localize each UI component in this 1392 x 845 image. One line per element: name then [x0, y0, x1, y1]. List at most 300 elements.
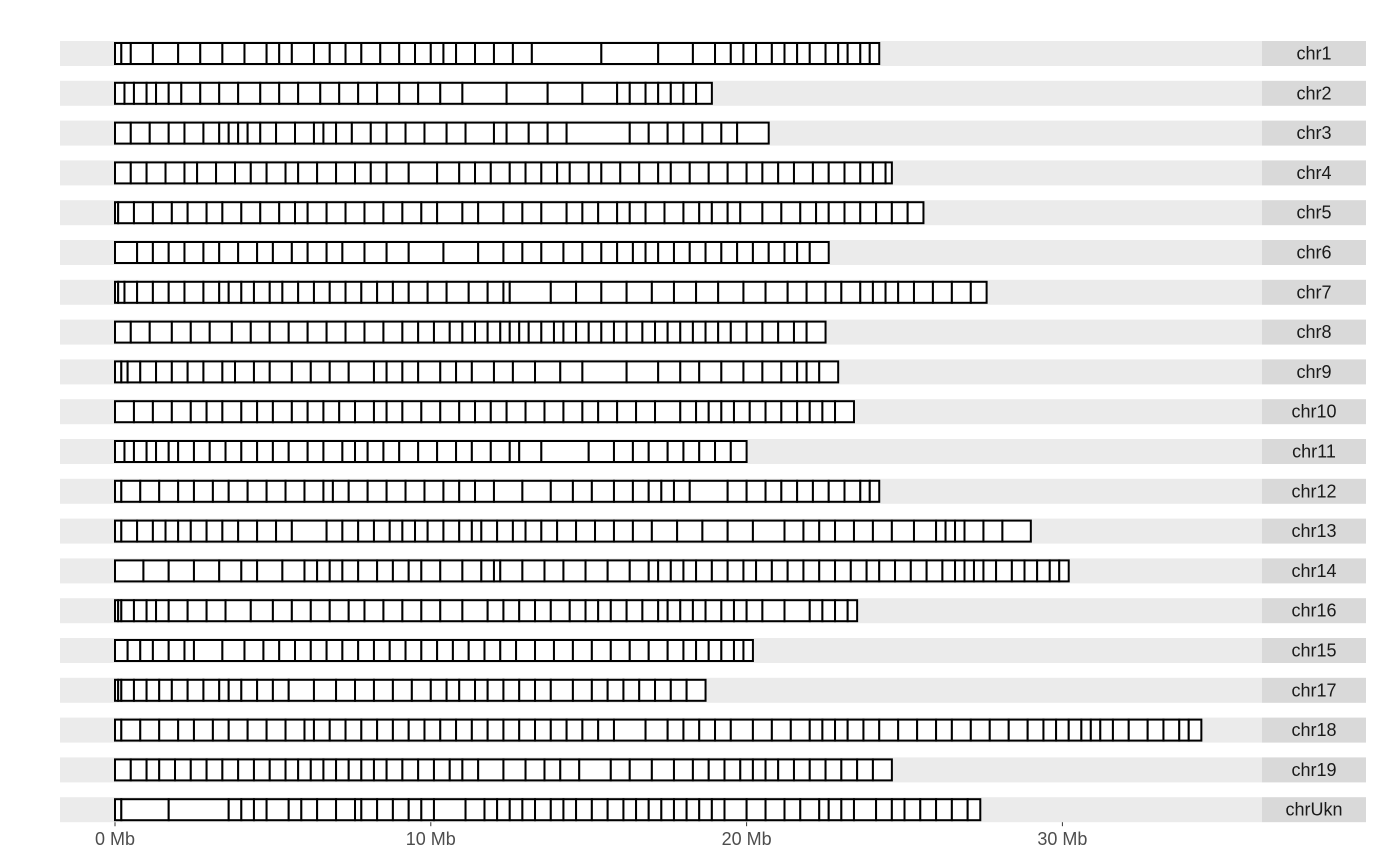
contig-segment [279, 640, 295, 661]
contig-segment [292, 600, 311, 621]
contig-segment [203, 242, 219, 263]
contig-segment [390, 521, 403, 542]
contig-segment [721, 242, 737, 263]
contig-segment [222, 361, 235, 382]
contig-segment [134, 441, 147, 462]
contig-segment [642, 600, 658, 621]
contig-segment [747, 600, 763, 621]
contig-segment [203, 123, 219, 144]
contig-segment [172, 202, 188, 223]
contig-segment [494, 43, 513, 64]
contig-segment [582, 202, 598, 223]
contig-segment [188, 202, 207, 223]
contig-segment [169, 640, 185, 661]
strip-label: chr4 [1296, 162, 1332, 183]
contig-segment [756, 43, 772, 64]
contig-segment [942, 560, 955, 581]
contig-segment [304, 720, 313, 741]
contig-segment [753, 242, 769, 263]
contig-segment [263, 640, 279, 661]
contig-segment [355, 441, 368, 462]
contig-segment [728, 162, 747, 183]
contig-segment [630, 202, 646, 223]
contig-segment [879, 560, 895, 581]
contig-segment [181, 83, 200, 104]
contig-segment [810, 759, 826, 780]
contig-segment [589, 322, 602, 343]
contig-segment [346, 282, 362, 303]
contig-segment [544, 759, 560, 780]
contig-segment [121, 600, 134, 621]
contig-segment [402, 521, 415, 542]
contig-segment [472, 361, 494, 382]
contig-segment [406, 640, 422, 661]
contig-segment [835, 560, 851, 581]
contig-segment [273, 441, 289, 462]
contig-segment [406, 481, 425, 502]
contig-segment [377, 83, 399, 104]
contig-segment [503, 759, 525, 780]
contig-segment [541, 521, 557, 542]
contig-segment [273, 600, 292, 621]
strip-label: chr19 [1291, 759, 1337, 780]
contig-segment [273, 242, 292, 263]
contig-segment [364, 600, 383, 621]
contig-segment [747, 481, 766, 502]
contig-segment [317, 162, 336, 183]
contig-segment [402, 401, 421, 422]
contig-segment [453, 640, 469, 661]
contig-segment [488, 680, 504, 701]
contig-segment [330, 282, 346, 303]
contig-segment [418, 759, 434, 780]
contig-segment [750, 401, 766, 422]
contig-segment [920, 799, 936, 820]
contig-segment [361, 282, 377, 303]
contig-segment [860, 202, 876, 223]
contig-segment [383, 600, 402, 621]
contig-segment [709, 401, 722, 422]
contig-segment [743, 640, 752, 661]
contig-segment [551, 282, 576, 303]
contig-segment [140, 481, 159, 502]
contig-segment [743, 282, 765, 303]
contig-segment [905, 799, 921, 820]
contig-segment [652, 759, 674, 780]
chromosome-row-chr19 [60, 757, 1366, 782]
contig-segment [709, 162, 728, 183]
contig-segment [876, 202, 892, 223]
contig-segment [349, 361, 374, 382]
contig-segment [699, 202, 712, 223]
contig-segment [649, 799, 662, 820]
contig-segment [557, 162, 570, 183]
contig-segment [990, 720, 1009, 741]
contig-segment [339, 401, 355, 422]
contig-segment [257, 560, 282, 581]
contig-segment [1025, 560, 1038, 581]
contig-segment [589, 162, 602, 183]
contig-segment [304, 481, 323, 502]
contig-segment [364, 322, 383, 343]
contig-segment [1179, 720, 1188, 741]
strip-label: chr14 [1291, 560, 1337, 581]
contig-segment [788, 282, 807, 303]
contig-segment [327, 242, 343, 263]
contig-segment [683, 640, 696, 661]
contig-segment [797, 481, 813, 502]
contig-segment [197, 162, 216, 183]
contig-segment [721, 640, 734, 661]
contig-segment [304, 560, 317, 581]
contig-segment [709, 759, 725, 780]
contig-segment [952, 282, 971, 303]
contig-segment [364, 202, 383, 223]
contig-segment [803, 521, 819, 542]
contig-segment [737, 123, 769, 144]
contig-segment [402, 361, 418, 382]
contig-segment [210, 441, 226, 462]
contig-segment [1028, 720, 1044, 741]
contig-segment [579, 759, 611, 780]
contig-segment [434, 322, 450, 343]
contig-segment [289, 799, 302, 820]
contig-segment [330, 600, 349, 621]
contig-segment [848, 43, 861, 64]
contig-segment [431, 43, 444, 64]
contig-segment [462, 560, 481, 581]
contig-segment [608, 799, 624, 820]
x-tick-label: 10 Mb [405, 829, 456, 845]
contig-segment [169, 242, 185, 263]
contig-segment [608, 680, 624, 701]
chromosome-row-chr10 [60, 399, 1366, 424]
contig-segment [456, 43, 475, 64]
contig-segment [314, 720, 330, 741]
contig-segment [573, 640, 592, 661]
contig-segment [140, 361, 156, 382]
contig-segment [510, 799, 523, 820]
contig-segment [860, 481, 869, 502]
contig-segment [361, 759, 374, 780]
contig-segment [702, 123, 721, 144]
contig-segment [447, 282, 469, 303]
contig-segment [194, 640, 222, 661]
contig-segment [276, 521, 292, 542]
contig-segment [639, 162, 658, 183]
contig-segment [121, 481, 140, 502]
contig-segment [983, 521, 1002, 542]
contig-segment [573, 680, 592, 701]
contig-segment [683, 123, 702, 144]
contig-segment [503, 600, 519, 621]
contig-segment [917, 720, 936, 741]
contig-segment [819, 361, 838, 382]
contig-segment [131, 322, 150, 343]
contig-segment [115, 83, 124, 104]
contig-segment [892, 799, 905, 820]
contig-segment [131, 162, 147, 183]
strip-label: chr18 [1291, 720, 1337, 741]
contig-segment [478, 759, 503, 780]
contig-segment [172, 361, 188, 382]
contig-segment [532, 43, 601, 64]
contig-segment [671, 680, 687, 701]
contig-segment [611, 759, 630, 780]
contig-segment [829, 799, 842, 820]
contig-segment [387, 123, 406, 144]
contig-segment [292, 521, 327, 542]
contig-segment [826, 759, 842, 780]
contig-segment [683, 83, 696, 104]
contig-segment [803, 560, 819, 581]
contig-segment [829, 202, 845, 223]
contig-segment [778, 162, 794, 183]
contig-segment [627, 600, 643, 621]
contig-segment [418, 361, 440, 382]
contig-segment [671, 162, 690, 183]
contig-segment [734, 600, 747, 621]
contig-segment [503, 242, 522, 263]
strip-label: chr11 [1292, 441, 1336, 462]
contig-segment [747, 799, 766, 820]
contig-segment [696, 83, 712, 104]
contig-segment [134, 83, 147, 104]
contig-segment [115, 759, 131, 780]
contig-segment [450, 759, 463, 780]
contig-segment [289, 680, 314, 701]
contig-segment [361, 43, 380, 64]
contig-segment [677, 521, 702, 542]
contig-segment [519, 322, 528, 343]
contig-segment [658, 162, 671, 183]
contig-segment [687, 799, 700, 820]
contig-segment [680, 600, 693, 621]
contig-segment [131, 759, 147, 780]
chromosome-row-chr7 [60, 280, 1366, 305]
contig-segment [712, 560, 728, 581]
contig-segment [226, 441, 242, 462]
contig-segment [781, 401, 797, 422]
contig-segment [317, 799, 336, 820]
contig-segment [658, 600, 667, 621]
contig-segment [115, 242, 137, 263]
contig-segment [1189, 720, 1202, 741]
contig-segment [630, 123, 649, 144]
contig-segment [690, 481, 728, 502]
contig-segment [762, 322, 778, 343]
contig-segment [699, 720, 715, 741]
contig-segment [781, 202, 800, 223]
contig-segment [184, 123, 203, 144]
contig-segment [368, 481, 387, 502]
contig-segment [128, 361, 141, 382]
contig-segment [541, 441, 588, 462]
contig-segment [516, 640, 535, 661]
contig-segment [617, 242, 633, 263]
contig-segment [838, 43, 847, 64]
contig-segment [327, 202, 346, 223]
contig-segment [598, 720, 614, 741]
contig-segment [358, 83, 377, 104]
contig-segment [766, 481, 782, 502]
contig-segment [210, 322, 232, 343]
contig-segment [491, 441, 510, 462]
contig-segment [614, 441, 633, 462]
contig-segment [582, 242, 601, 263]
contig-segment [390, 640, 406, 661]
contig-segment [200, 83, 219, 104]
contig-segment [535, 720, 551, 741]
contig-segment [563, 799, 576, 820]
contig-segment [169, 799, 229, 820]
contig-segment [668, 322, 681, 343]
contig-segment [952, 799, 968, 820]
contig-segment [762, 361, 781, 382]
contig-segment [683, 560, 696, 581]
contig-segment [447, 123, 466, 144]
contig-segment [137, 521, 153, 542]
contig-segment [870, 481, 879, 502]
contig-segment [229, 481, 248, 502]
contig-segment [450, 322, 463, 343]
contig-segment [822, 600, 835, 621]
contig-segment [642, 322, 655, 343]
contig-segment [150, 322, 172, 343]
contig-segment [623, 680, 639, 701]
strip-label: chr10 [1291, 401, 1337, 422]
contig-segment [1100, 720, 1113, 741]
contig-segment [522, 202, 541, 223]
contig-segment [286, 162, 299, 183]
contig-segment [835, 600, 848, 621]
contig-segment [601, 322, 614, 343]
contig-segment [668, 441, 684, 462]
contig-segment [488, 322, 501, 343]
strip-label: chr3 [1296, 123, 1332, 144]
contig-segment [816, 202, 829, 223]
contig-segment [728, 521, 753, 542]
contig-segment [219, 282, 228, 303]
contig-segment [927, 560, 943, 581]
contig-segment [680, 322, 693, 343]
chromosome-row-chr16 [60, 598, 1366, 623]
contig-segment [617, 202, 630, 223]
contig-segment [766, 799, 785, 820]
contig-segment [548, 123, 567, 144]
contig-segment [415, 43, 431, 64]
contig-segment [377, 282, 393, 303]
chromosome-row-chr4 [60, 160, 1366, 185]
contig-segment [936, 720, 952, 741]
contig-segment [462, 202, 478, 223]
contig-segment [172, 401, 191, 422]
x-tick-label: 30 Mb [1037, 829, 1088, 845]
contig-segment [121, 680, 134, 701]
chromosome-row-chr6 [60, 240, 1366, 265]
contig-segment [1059, 560, 1068, 581]
contig-segment [797, 242, 810, 263]
contig-segment [598, 600, 611, 621]
contig-segment [507, 83, 548, 104]
contig-segment [598, 202, 617, 223]
contig-segment [810, 401, 823, 422]
contig-segment [222, 759, 238, 780]
contig-segment [835, 401, 854, 422]
contig-segment [1069, 720, 1082, 741]
contig-segment [393, 282, 409, 303]
contig-segment [361, 720, 377, 741]
contig-segment [279, 202, 295, 223]
contig-segment [178, 441, 194, 462]
contig-segment [428, 282, 447, 303]
contig-segment [387, 242, 409, 263]
contig-segment [267, 720, 286, 741]
contig-segment [784, 600, 809, 621]
contig-segment [213, 720, 229, 741]
contig-segment [965, 560, 974, 581]
strip-label: chr16 [1291, 600, 1337, 621]
contig-segment [876, 799, 892, 820]
contig-segment [601, 282, 626, 303]
strip-label: chr5 [1296, 202, 1332, 223]
contig-segment [519, 680, 535, 701]
contig-segment [140, 720, 159, 741]
contig-segment [627, 282, 652, 303]
contig-segment [535, 799, 551, 820]
contig-segment [159, 680, 172, 701]
contig-segment [229, 680, 242, 701]
contig-segment [1009, 720, 1028, 741]
contig-segment [996, 560, 1012, 581]
contig-segment [150, 123, 169, 144]
contig-segment [282, 560, 304, 581]
contig-segment [721, 361, 743, 382]
contig-segment [1129, 720, 1148, 741]
contig-segment [308, 401, 324, 422]
contig-segment [475, 481, 494, 502]
contig-segment [488, 720, 504, 741]
contig-segment [421, 401, 440, 422]
contig-segment [563, 322, 576, 343]
contig-segment [484, 799, 497, 820]
contig-segment [286, 481, 305, 502]
contig-segment [308, 322, 327, 343]
contig-segment [1148, 720, 1164, 741]
x-axis [95, 822, 1087, 845]
contig-segment [892, 521, 914, 542]
contig-segment [219, 123, 228, 144]
contig-segment [409, 799, 422, 820]
contig-segment [178, 521, 191, 542]
contig-segment [633, 242, 646, 263]
contig-segment [911, 560, 927, 581]
contig-segment [166, 162, 185, 183]
contig-segment [854, 799, 876, 820]
contig-segment [699, 441, 715, 462]
contig-segment [693, 759, 709, 780]
contig-segment [674, 282, 696, 303]
contig-segment [731, 441, 747, 462]
contig-segment [674, 799, 687, 820]
contig-segment [886, 282, 899, 303]
contig-segment [620, 162, 639, 183]
contig-segment [718, 322, 731, 343]
contig-segment [1056, 720, 1069, 741]
contig-segment [797, 43, 810, 64]
contig-segment [693, 600, 706, 621]
contig-segment [409, 242, 444, 263]
